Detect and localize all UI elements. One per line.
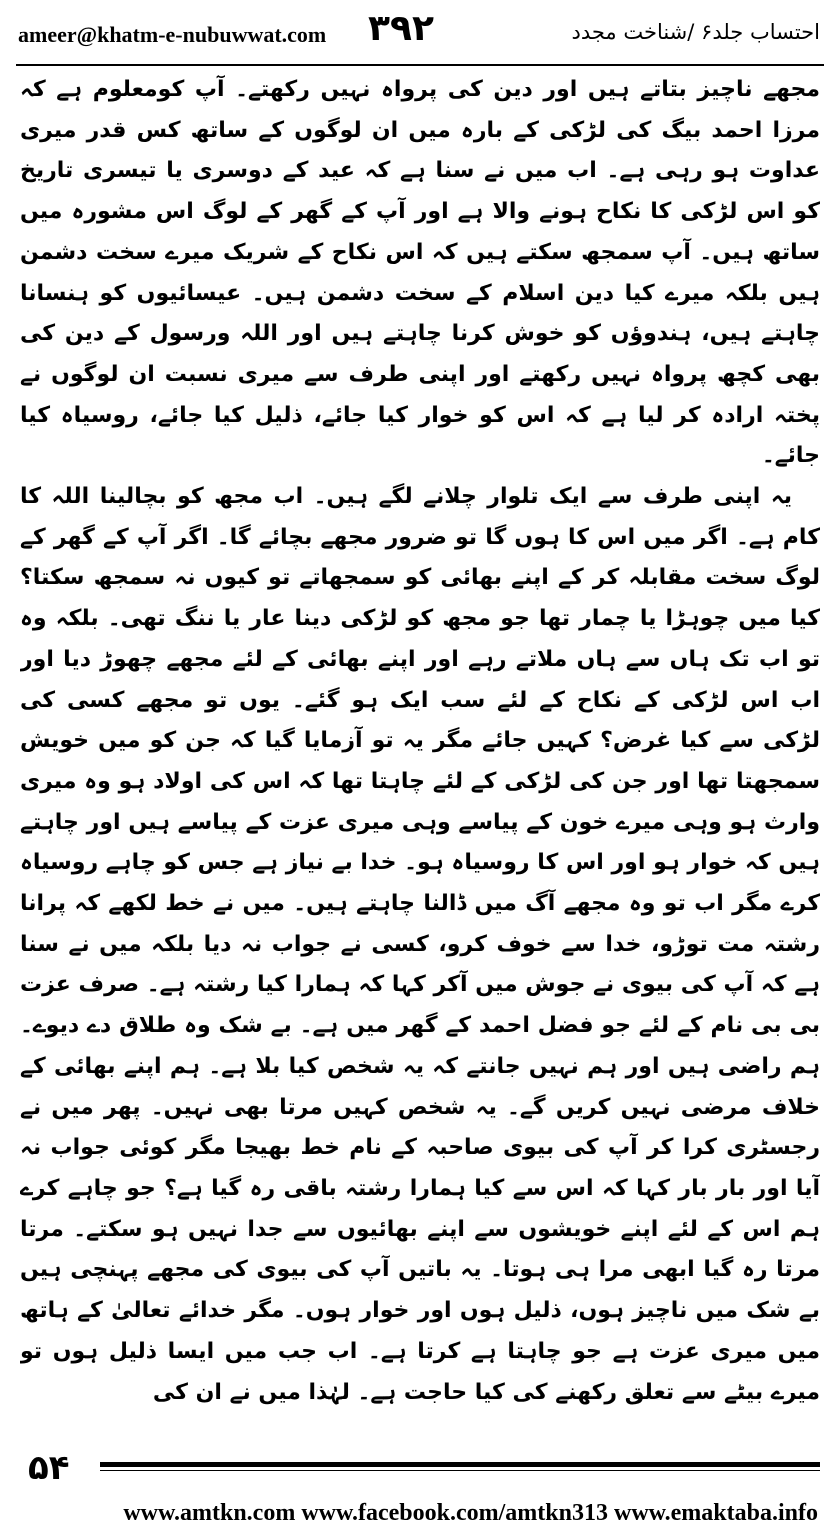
- page-footer: [0, 1448, 840, 1540]
- page-header: [0, 0, 840, 70]
- header-page-number: ۳۹۲: [368, 8, 434, 49]
- paragraph-2: یہ اپنی طرف سے ایک تلوار چلانے لگے ہیں۔ اب مجھ کو بچالینا اللہ کا کام ہے۔ اگر میں اس کا ہوں گا تو ضرور مجھے بچائے گا۔ اگر آپ کے گھر کے لوگ سخت مقابلہ کر کے اپنے بھائی کو سمجھاتے تو کیوں نہ سمجھ سکتا؟ کیا میں چوہڑا یا چمار تھا جو مجھ کو لڑکی دینا عار یا ننگ تھی۔ بلکہ وہ تو اب تک ہاں سے ہاں ملاتے رہے اور اپنے بھائی کے لئے مجھے چھوڑ دیا اور اب اس لڑکی کے نکاح کے لئے سب ایک ہو گئے۔ یوں تو مجھے کسی کی لڑکی سے کیا غرض؟ کہیں جائے مگر یہ تو آزمایا گیا کہ جن کو میں خویش سمجھتا تھا اور جن کی لڑکی کے لئے چاہتا تھا کہ اس کی اولاد ہو وہ میری وارث ہو وہی میرے خون کے پیاسے وہی میری عزت کے پیاسے ہیں اور چاہتے ہیں کہ خوار ہو اور اس کا روسیاہ ہو۔ خدا بے نیاز ہے جس کو چاہے روسیاہ کرے مگر اب تو وہ مجھے آگ میں ڈالنا چاہتے ہیں۔ میں نے خط لکھے کہ پرانا رشتہ مت توڑو، خدا سے خوف کرو، کسی نے جواب نہ دیا بلکہ میں نے سنا ہے کہ آپ کی بیوی نے جوش میں آکر کہا کہ ہمارا کیا رشتہ ہے۔ صرف عزت بی بی نام کے لئے جو فضل احمد کے گھر میں ہے۔ بے شک وہ طلاق دے دیوے۔ ہم راضی ہیں اور ہم نہیں جانتے کہ یہ شخص کیا بلا ہے۔ ہم اپنے بھائی کے خلاف مرضی نہیں کریں گے۔ یہ شخص کہیں مرتا بھی نہیں۔ پھر میں نے رجسٹری کرا کر آپ کی بیوی صاحبہ کے نام خط بھیجا مگر کوئی جواب نہ آیا اور بار بار کہا کہ اس سے کیا ہمارا رشتہ باقی رہ گیا ہے؟ جو چاہے کرے ہم اس کے لئے اپنے خویشوں سے اپنے بھائیوں سے جدا نہیں ہو سکتے۔ مرتا مرتا رہ گیا ابھی مرا ہی ہوتا۔ یہ باتیں آپ کی بیوی کی مجھے پہنچی ہیں بے شک میں ناچیز ہوں، ذلیل ہوں اور خوار ہوں۔ مگر خدائے تعالیٰ کے ہاتھ میں میری عزت ہے جو چاہتا ہے کرتا ہے۔ اب جب میں ایسا ذلیل ہوں تو میرے بیٹے سے تعلق رکھنے کی کیا حاجت ہے۔ لہٰذا میں نے ان کی: [20, 484, 820, 1405]
- footer-page-number: ۵۴: [28, 1448, 70, 1488]
- footer-rule-thick: [100, 1462, 820, 1467]
- paragraph-1: مجھے ناچیز بتاتے ہیں اور دین کی پرواہ نہیں رکھتے۔ آپ کومعلوم ہے کہ مرزا احمد بیگ کی لڑکی کے بارہ میں ان لوگوں کے ساتھ کس قدر میری عداوت ہو رہی ہے۔ اب میں نے سنا ہے کہ عید کے دوسری یا تیسری تاریخ کو اس لڑکی کا نکاح ہونے والا ہے اور آپ کے گھر کے لوگ اس مشورہ میں ساتھ ہیں۔ آپ سمجھ سکتے ہیں کہ اس نکاح کے شریک میرے سخت دشمن ہیں بلکہ میرے کیا دین اسلام کے سخت دشمن ہیں۔ عیسائیوں کو ہنسانا چاہتے ہیں، ہندوؤں کو خوش کرنا چاہتے ہیں اور اللہ ورسول کے دین کی بھی کچھ پرواہ نہیں رکھتے اور اپنی طرف سے میری نسبت ان لوگوں نے پختہ ارادہ کر لیا ہے کہ اس کو خوار کیا جائے، ذلیل کیا جائے، روسیاہ کیا جائے۔: [20, 77, 820, 469]
- header-email: ameer@khatm-e-nubuwwat.com: [18, 22, 327, 47]
- header-rule: [16, 64, 824, 66]
- body-text: [20, 70, 820, 1440]
- header-book-title: احتساب جلد۶ /شناخت مجدد: [571, 20, 820, 44]
- footer-rule-thin: [100, 1470, 820, 1471]
- footer-links: www.amtkn.com www.facebook.com/amtkn313 www.emaktaba.info: [123, 1500, 818, 1526]
